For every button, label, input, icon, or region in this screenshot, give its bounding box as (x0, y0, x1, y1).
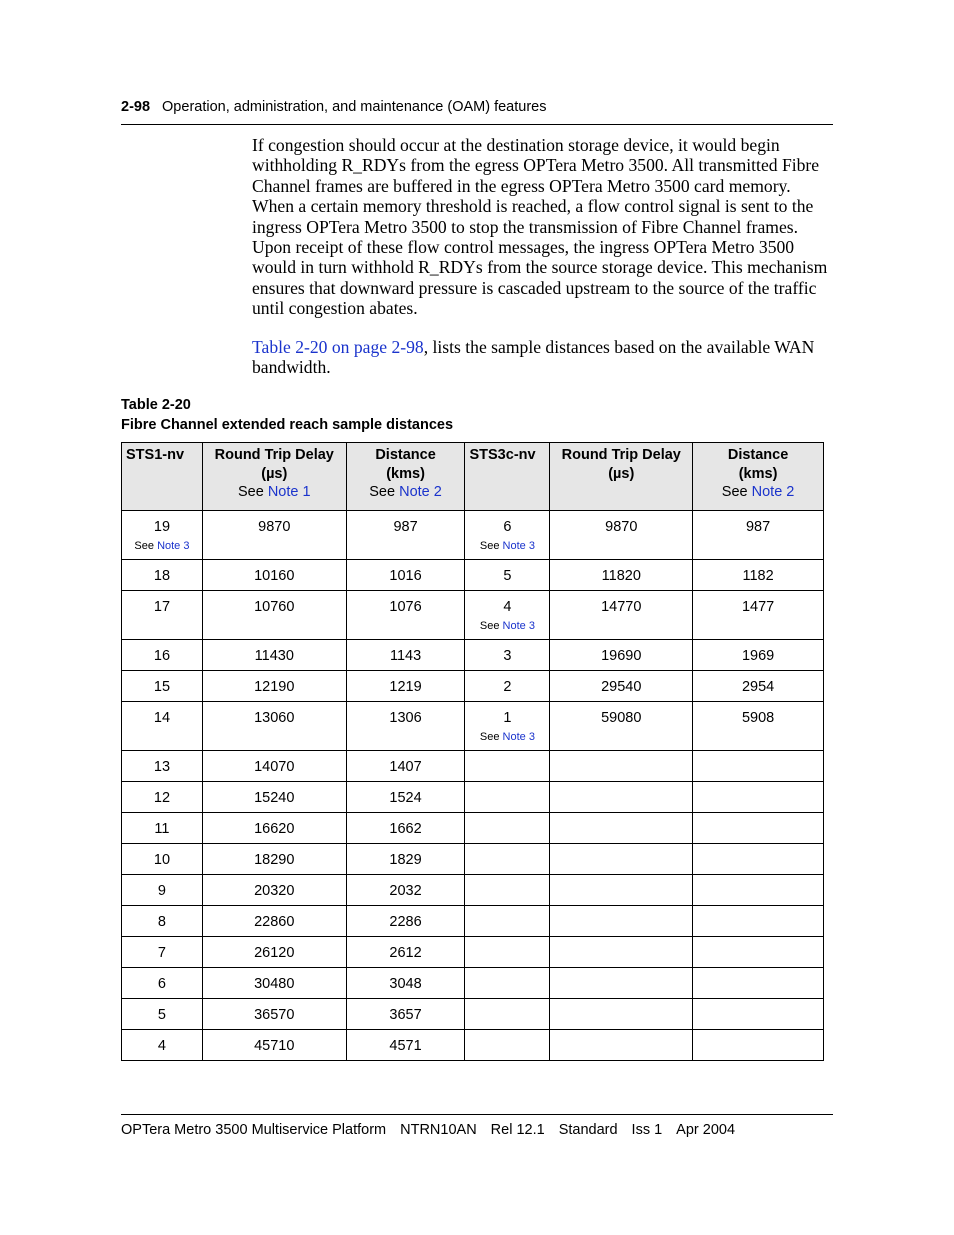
cell-value: 20320 (254, 883, 295, 899)
cell-value: 14 (153, 710, 171, 726)
cell-round-trip-delay-2 (550, 671, 693, 702)
cell-sts3c-nv (465, 813, 550, 844)
cell-sts3c-nv (465, 640, 550, 671)
header-round-trip-delay-2 (550, 443, 693, 511)
cell-value: 987 (745, 519, 771, 535)
cell-round-trip-delay-1 (202, 1030, 346, 1061)
table-row (122, 875, 824, 906)
note-1-link[interactable]: Note 1 (267, 484, 311, 500)
cell-distance-1 (346, 813, 465, 844)
page-number: 2-98 (121, 99, 151, 115)
note-3-link[interactable]: Note 3 (502, 731, 535, 743)
cell-sts1-nv (122, 1030, 203, 1061)
cell-value: 1076 (389, 599, 422, 615)
cell-value: 1182 (742, 568, 774, 584)
cell-round-trip-delay-1 (202, 782, 346, 813)
header-rtd1-line2: (µs) (261, 465, 288, 482)
header-dist2-see: See (721, 484, 752, 500)
cell-distance-1 (346, 968, 465, 999)
cell-distance-1 (346, 671, 465, 702)
header-dist1-line1: Distance (375, 447, 436, 463)
cell-sts3c-nv (465, 844, 550, 875)
cell-value: 6 (503, 519, 512, 535)
cell-sts1-nv (122, 591, 203, 640)
cell-distance-2 (693, 702, 824, 751)
cell-round-trip-delay-2 (550, 782, 693, 813)
cell-distance-1 (346, 844, 465, 875)
note-2-link[interactable]: Note 2 (399, 484, 442, 500)
cell-distance-2 (693, 671, 824, 702)
cell-value: 1 (503, 710, 512, 726)
cell-value: 1524 (389, 790, 422, 806)
table-row (122, 751, 824, 782)
cell-value: 45710 (254, 1038, 295, 1054)
cell-sts3c-nv (465, 591, 550, 640)
table-link[interactable]: Table 2-20 on page 2-98 (252, 337, 424, 357)
cell-sts3c-nv (465, 702, 550, 751)
cell-value: 5908 (741, 710, 775, 726)
cell-distance-1 (346, 875, 465, 906)
cell-value: 3048 (389, 976, 422, 992)
cell-round-trip-delay-2 (550, 751, 693, 782)
cell-value: 2612 (389, 945, 422, 961)
cell-round-trip-delay-1 (202, 702, 346, 751)
footer-doc-number: NTRN10AN (400, 1122, 477, 1138)
cell-distance-2 (693, 968, 824, 999)
table-number: Table 2-20 (121, 397, 191, 413)
cell-distance-2 (693, 782, 824, 813)
cell-sts3c-nv (465, 937, 550, 968)
table-row (122, 591, 824, 640)
cell-round-trip-delay-1 (202, 844, 346, 875)
table-row (122, 560, 824, 591)
cell-distance-2 (693, 844, 824, 875)
cell-value: 12190 (254, 679, 295, 695)
cell-round-trip-delay-2 (550, 813, 693, 844)
cell-sts3c-nv (465, 560, 550, 591)
cell-sts3c-nv (465, 671, 550, 702)
cell-sts1-nv (122, 560, 203, 591)
cell-value: 2954 (741, 679, 775, 695)
cell-distance-2 (693, 875, 824, 906)
cell-round-trip-delay-1 (202, 999, 346, 1030)
paragraph-table-reference (252, 337, 832, 378)
cell-value: 19690 (601, 648, 642, 664)
cell-sts3c-nv (465, 751, 550, 782)
paragraph-table-reference-text: , lists the sample distances based on the available WAN bandwidth. (252, 337, 815, 378)
table-row (122, 671, 824, 702)
table-row (122, 782, 824, 813)
cell-value: 14070 (254, 759, 295, 775)
cell-sts3c-nv (465, 875, 550, 906)
cell-sts1-nv (122, 937, 203, 968)
cell-value: 5 (157, 1007, 166, 1023)
cell-value: 1969 (741, 648, 775, 664)
cell-value: 11 (154, 821, 170, 837)
cell-distance-2 (693, 591, 824, 640)
cell-round-trip-delay-1 (202, 813, 346, 844)
cell-round-trip-delay-2 (550, 511, 693, 560)
cell-value: 10760 (254, 599, 295, 615)
cell-distance-1 (346, 1030, 465, 1061)
see-label: See (134, 540, 158, 552)
see-label: See (479, 540, 503, 552)
cell-distance-2 (693, 640, 824, 671)
header-distance-2 (693, 443, 824, 511)
cell-value: 1306 (389, 710, 422, 726)
header-sts1-nv (122, 443, 203, 511)
header-rtd2-line1: Round Trip Delay (561, 447, 681, 463)
cell-sts1-nv (122, 751, 203, 782)
cell-value: 15240 (254, 790, 295, 806)
footer-issue: Iss 1 (631, 1122, 663, 1138)
table-row (122, 702, 824, 751)
cell-value: 1143 (389, 648, 422, 664)
cell-value: 2 (503, 679, 512, 695)
cell-sts1-nv (122, 906, 203, 937)
cell-distance-1 (346, 999, 465, 1030)
table-row (122, 999, 824, 1030)
note-3-reference (465, 730, 549, 744)
cell-sts3c-nv (465, 999, 550, 1030)
cell-distance-1 (346, 937, 465, 968)
see-label: See (479, 731, 503, 743)
cell-value: 10160 (254, 568, 295, 584)
cell-value: 18290 (254, 852, 295, 868)
table-row (122, 844, 824, 875)
cell-sts1-nv (122, 875, 203, 906)
cell-value: 11820 (601, 568, 641, 584)
footer-date: Apr 2004 (676, 1122, 736, 1138)
header-distance-1 (346, 443, 465, 511)
note-3-reference (122, 539, 202, 553)
cell-value: 59080 (601, 710, 642, 726)
cell-value: 5 (503, 568, 512, 584)
cell-sts1-nv (122, 640, 203, 671)
cell-round-trip-delay-2 (550, 906, 693, 937)
cell-round-trip-delay-1 (202, 671, 346, 702)
cell-sts3c-nv (465, 782, 550, 813)
cell-value: 30480 (254, 976, 295, 992)
cell-round-trip-delay-2 (550, 560, 693, 591)
cell-value: 19 (153, 519, 171, 535)
distances-table (121, 442, 824, 1061)
table-row (122, 968, 824, 999)
cell-distance-2 (693, 560, 824, 591)
cell-value: 3 (503, 648, 512, 664)
cell-sts1-nv (122, 702, 203, 751)
cell-round-trip-delay-1 (202, 875, 346, 906)
cell-value: 16620 (254, 821, 295, 837)
cell-value: 1662 (389, 821, 422, 837)
note-3-reference (465, 619, 549, 633)
table-row (122, 937, 824, 968)
cell-value: 7 (157, 945, 166, 961)
cell-value: 10 (153, 852, 171, 868)
table-row (122, 1030, 824, 1061)
page-header (121, 98, 833, 125)
cell-round-trip-delay-1 (202, 937, 346, 968)
cell-value: 1016 (389, 568, 422, 584)
footer-product: OPTera Metro 3500 Multiservice Platform (121, 1122, 387, 1138)
cell-value: 17 (153, 599, 171, 615)
header-sts3-label: STS3c-nv (469, 447, 536, 463)
cell-value: 1477 (741, 599, 775, 615)
footer-release: Rel 12.1 (490, 1122, 545, 1138)
cell-round-trip-delay-2 (550, 640, 693, 671)
table-row (122, 511, 824, 560)
cell-value: 22860 (254, 914, 295, 930)
cell-round-trip-delay-2 (550, 875, 693, 906)
cell-distance-1 (346, 782, 465, 813)
cell-sts1-nv (122, 511, 203, 560)
cell-value: 12 (153, 790, 171, 806)
table-row (122, 640, 824, 671)
note-3-reference (465, 539, 549, 553)
header-dist2-line2: (kms) (738, 465, 778, 482)
cell-value: 13 (153, 759, 171, 775)
table-row (122, 813, 824, 844)
cell-value: 13060 (254, 710, 295, 726)
cell-distance-2 (693, 999, 824, 1030)
cell-value: 4 (157, 1038, 166, 1054)
cell-value: 4571 (389, 1038, 422, 1054)
header-rtd1-see: See (237, 484, 268, 500)
header-rtd2-line2: (µs) (608, 465, 635, 482)
cell-round-trip-delay-1 (202, 751, 346, 782)
cell-value: 15 (153, 679, 171, 695)
cell-distance-2 (693, 511, 824, 560)
page-footer (121, 1114, 833, 1139)
cell-round-trip-delay-2 (550, 937, 693, 968)
cell-distance-1 (346, 751, 465, 782)
cell-value: 987 (393, 519, 418, 535)
cell-round-trip-delay-1 (202, 906, 346, 937)
cell-distance-2 (693, 1030, 824, 1061)
cell-sts1-nv (122, 999, 203, 1030)
cell-value: 8 (157, 914, 166, 930)
cell-value: 1407 (389, 759, 422, 775)
cell-value: 16 (153, 648, 171, 664)
paragraph-congestion: If congestion should occur at the destination storage device, it would begin withholding R_RDYs from the egress OPTera Metro 3500. All transmitted Fibre Channel frames are buffered in the egress OPTera Metro 3500 card memory. When a certain memory threshold is reached, a flow control signal is sent to the ingress OPTera Metro 3500 to stop the transmission of Fibre Channel frames. Upon receipt of these flow control messages, the ingress OPTera Metro 3500 would in turn withhold R_RDYs from the source storage device. This mechanism ensures that downward pressure is cascaded upstream to the source of the traffic until congestion abates. (252, 135, 828, 319)
cell-distance-1 (346, 906, 465, 937)
note-3-link[interactable]: Note 3 (157, 540, 190, 552)
cell-value: 26120 (254, 945, 295, 961)
cell-round-trip-delay-2 (550, 844, 693, 875)
cell-value: 1829 (389, 852, 422, 868)
table-title: Fibre Channel extended reach sample distances (121, 417, 454, 433)
cell-sts1-nv (122, 671, 203, 702)
cell-distance-1 (346, 560, 465, 591)
cell-sts3c-nv (465, 906, 550, 937)
cell-value: 2286 (389, 914, 422, 930)
header-dist1-see: See (369, 484, 400, 500)
cell-sts1-nv (122, 844, 203, 875)
cell-value: 29540 (601, 679, 642, 695)
cell-distance-1 (346, 702, 465, 751)
cell-round-trip-delay-2 (550, 999, 693, 1030)
note-3-link[interactable]: Note 3 (502, 620, 535, 632)
header-sts3c-nv (465, 443, 550, 511)
cell-round-trip-delay-1 (202, 640, 346, 671)
cell-value: 14770 (601, 599, 642, 615)
see-label: See (479, 620, 503, 632)
cell-distance-2 (693, 906, 824, 937)
cell-value: 1219 (389, 679, 422, 695)
cell-value: 9870 (605, 519, 638, 535)
cell-value: 2032 (389, 883, 422, 899)
cell-round-trip-delay-1 (202, 968, 346, 999)
table-row (122, 906, 824, 937)
cell-distance-1 (346, 640, 465, 671)
cell-round-trip-delay-2 (550, 1030, 693, 1061)
cell-round-trip-delay-1 (202, 591, 346, 640)
table-header-row (122, 443, 824, 511)
header-sts1-label: STS1-nv (126, 447, 185, 463)
note-3-link[interactable]: Note 3 (502, 540, 535, 552)
cell-sts1-nv (122, 782, 203, 813)
cell-value: 9 (157, 883, 166, 899)
cell-value: 36570 (254, 1007, 295, 1023)
cell-distance-1 (346, 591, 465, 640)
cell-sts3c-nv (465, 968, 550, 999)
cell-sts1-nv (122, 813, 203, 844)
footer-status: Standard (558, 1122, 618, 1138)
cell-value: 11430 (254, 648, 294, 664)
cell-sts3c-nv (465, 511, 550, 560)
header-dist1-line2: (kms) (386, 465, 425, 482)
cell-value: 18 (153, 568, 171, 584)
cell-round-trip-delay-2 (550, 968, 693, 999)
cell-value: 3657 (389, 1007, 422, 1023)
section-title: Operation, administration, and maintenance (OAM) features (162, 99, 547, 115)
header-round-trip-delay-1 (202, 443, 346, 511)
cell-sts1-nv (122, 968, 203, 999)
cell-value: 9870 (258, 519, 291, 535)
header-rtd1-line1: Round Trip Delay (214, 447, 334, 463)
cell-round-trip-delay-2 (550, 591, 693, 640)
cell-distance-2 (693, 937, 824, 968)
header-dist2-line1: Distance (727, 447, 789, 463)
cell-round-trip-delay-2 (550, 702, 693, 751)
cell-round-trip-delay-1 (202, 560, 346, 591)
cell-distance-2 (693, 751, 824, 782)
note-2-link[interactable]: Note 2 (751, 484, 795, 500)
cell-value: 6 (157, 976, 166, 992)
cell-value: 4 (503, 599, 512, 615)
cell-round-trip-delay-1 (202, 511, 346, 560)
table-caption (121, 395, 453, 435)
cell-distance-2 (693, 813, 824, 844)
cell-sts3c-nv (465, 1030, 550, 1061)
cell-distance-1 (346, 511, 465, 560)
